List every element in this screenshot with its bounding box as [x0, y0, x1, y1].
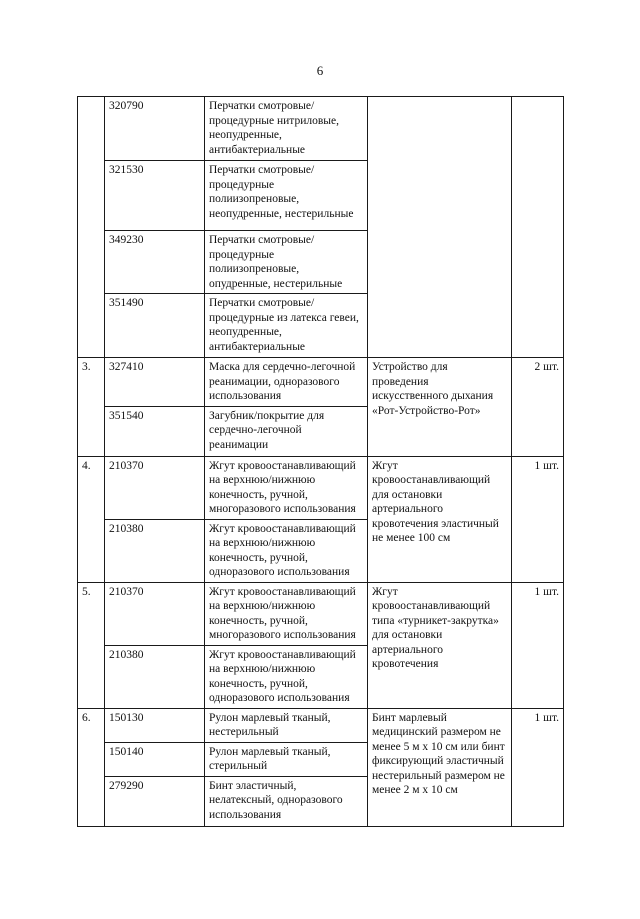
- page-number: 6: [316, 63, 324, 78]
- item-name-cell: Рулон марлевый тканый, нестерильный: [205, 708, 368, 742]
- item-code-cell: 210380: [105, 519, 205, 582]
- table-row: [78, 456, 564, 519]
- item-description-cell: Бинт марлевый медицинский размером не менее 5 м х 10 см или бинт фиксирующий эластичный нестерильный размером не менее 2 м х 10 см: [368, 708, 512, 826]
- item-description-cell: Жгут кровоостанавливающий для остановки артериального кровотечения эластичный не менее 100 см: [368, 456, 512, 582]
- item-quantity-cell: 2 шт.: [512, 358, 564, 457]
- item-code-cell: 320790: [105, 97, 205, 161]
- item-code-cell: 150140: [105, 742, 205, 776]
- item-name-cell: Перчатки смотровые/ процедурные полиизопреновые, опудренные, нестерильные: [205, 231, 368, 294]
- item-name-cell: Маска для сердечно-легочной реанимации, одноразового использования: [205, 358, 368, 407]
- item-name-cell: Перчатки смотровые/ процедурные из латекса гевеи, неопудренные, антибактериальные: [205, 294, 368, 358]
- item-name-cell: Жгут кровоостанавливающий на верхнюю/нижнюю конечность, ручной, многоразового использования: [205, 582, 368, 645]
- item-quantity-cell: [512, 97, 564, 358]
- item-code-cell: 210380: [105, 645, 205, 708]
- item-name-cell: Рулон марлевый тканый, стерильный: [205, 742, 368, 776]
- table-row: [78, 97, 564, 161]
- item-name-cell: Жгут кровоостанавливающий на верхнюю/нижнюю конечность, ручной, многоразового использования: [205, 456, 368, 519]
- medical-items-table: [77, 96, 564, 827]
- item-code-cell: 349230: [105, 231, 205, 294]
- item-name-cell: Загубник/покрытие для сердечно-легочной реанимации: [205, 406, 368, 456]
- item-description-cell: Устройство для проведения искусственного дыхания «Рот-Устройство-Рот»: [368, 358, 512, 457]
- item-quantity-cell: 1 шт.: [512, 708, 564, 826]
- item-name-cell: Жгут кровоостанавливающий на верхнюю/нижнюю конечность, ручной, одноразового использования: [205, 645, 368, 708]
- table-row: [78, 582, 564, 645]
- item-name-cell: Перчатки смотровые/ процедурные полиизопреновые, неопудренные, нестерильные: [205, 161, 368, 231]
- item-code-cell: 327410: [105, 358, 205, 407]
- item-number-cell: 6.: [78, 708, 105, 826]
- item-code-cell: 279290: [105, 776, 205, 826]
- item-number-cell: [78, 97, 105, 358]
- item-number-cell: 5.: [78, 582, 105, 708]
- item-quantity-cell: 1 шт.: [512, 456, 564, 582]
- item-quantity-cell: 1 шт.: [512, 582, 564, 708]
- item-name-cell: Перчатки смотровые/ процедурные нитриловые, неопудренные, антибактериальные: [205, 97, 368, 161]
- item-description-cell: [368, 97, 512, 358]
- item-code-cell: 150130: [105, 708, 205, 742]
- item-code-cell: 321530: [105, 161, 205, 231]
- item-description-cell: Жгут кровоостанавливающий типа «турникет-закрутка» для остановки артериального кровотечения: [368, 582, 512, 708]
- item-code-cell: 210370: [105, 582, 205, 645]
- item-number-cell: 4.: [78, 456, 105, 582]
- table-row: [78, 358, 564, 407]
- item-code-cell: 351490: [105, 294, 205, 358]
- item-code-cell: 210370: [105, 456, 205, 519]
- item-code-cell: 351540: [105, 406, 205, 456]
- item-number-cell: 3.: [78, 358, 105, 457]
- item-name-cell: Бинт эластичный, нелатексный, одноразового использования: [205, 776, 368, 826]
- table-row: [78, 708, 564, 742]
- item-name-cell: Жгут кровоостанавливающий на верхнюю/нижнюю конечность, ручной, одноразового использования: [205, 519, 368, 582]
